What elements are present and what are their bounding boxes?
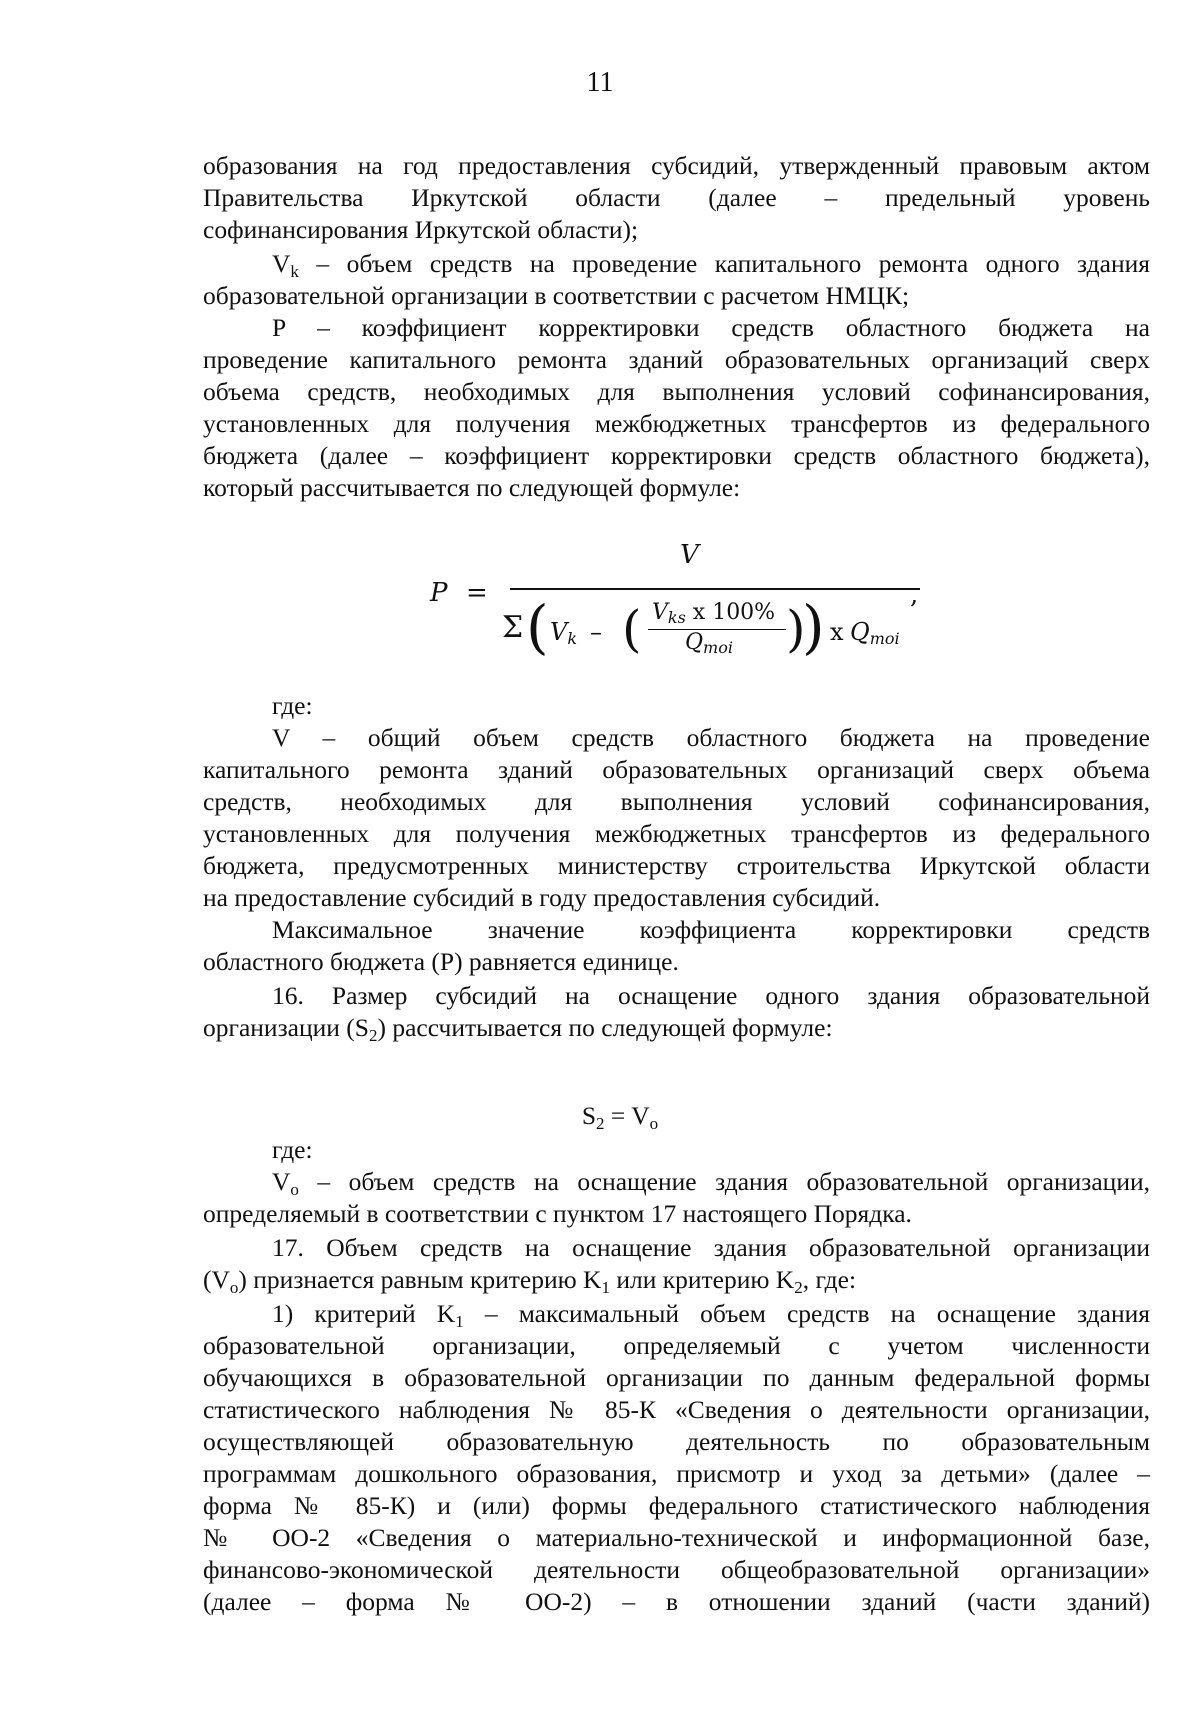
text-line: № ОО-2 «Сведения о материально-технической и информационной базе, — [203, 1523, 1150, 1552]
formula-p-times: x — [830, 618, 844, 646]
text-line: образовательной организации в соответствии с расчетом НМЦК; — [203, 281, 910, 310]
formula-p-minus: – — [590, 618, 602, 646]
vo-criteria-line: $(V_o)$ признается равным критерию $K_1$ или критерию $K_2$, где: — [203, 1265, 857, 1297]
text-line: определяемый в соответствии с пунктом 17 настоящего Порядка. — [203, 1199, 912, 1228]
formula-p-sigma: Σ — [502, 610, 524, 645]
vo-definition-line: $V_o$ – объем средств на оснащение здания образовательной организации, — [272, 1167, 1150, 1199]
vk-definition-line: $V_k$ – объем средств на проведение капитального ремонта одного здания — [272, 249, 1150, 281]
text-line: где: — [272, 1135, 313, 1164]
text-line: (далее – форма № ОО-2) – в отношении зданий (части зданий) — [203, 1587, 1150, 1616]
formula-s2: $S_2 = V_o$ — [581, 1101, 659, 1133]
text-line: средств, необходимых для выполнения условий софинансирования, — [203, 787, 1150, 816]
text-line: обучающихся в образовательной организации по данным федеральной формы — [203, 1363, 1150, 1392]
s2-intro-line: организации $(S_2)$ рассчитывается по следующей формуле: — [203, 1013, 833, 1045]
formula-p-qmoi: Qmoi — [850, 618, 900, 648]
formula-p-inner-denominator: Qmoi — [685, 630, 733, 657]
formula-p-numerator: V — [680, 540, 699, 570]
text-line: форма № 85-К) и (или) формы федерального статистического наблюдения — [203, 1491, 1150, 1520]
text-line: бюджета, предусмотренных министерству строительства Иркутской области — [203, 851, 1150, 880]
text-line: образования на год предоставления субсидий, утвержденный правовым актом — [203, 151, 1150, 180]
formula-p-vk: Vk — [550, 618, 578, 648]
formula-p-equals: = — [466, 578, 488, 608]
right-paren: ) — [786, 600, 806, 658]
text-line: капитального ремонта зданий образовательных организаций сверх объема — [203, 755, 1150, 784]
text-line: программам дошкольного образования, присмотр и уход за детьми» (далее – — [203, 1459, 1150, 1488]
text-line: Максимальное значение коэффициента корректировки средств — [272, 915, 1150, 944]
text-line: областного бюджета (Р) равняется единице. — [203, 947, 679, 976]
text-line: проведение капитального ремонта зданий образовательных организаций сверх — [203, 345, 1150, 374]
text-line: V – общий объем средств областного бюджета на проведение — [272, 723, 1150, 752]
text-line: установленных для получения межбюджетных трансфертов из федерального — [203, 409, 1150, 438]
text-line: где: — [272, 691, 313, 720]
text-line: Правительства Иркутской области (далее – предельный уровень — [203, 183, 1150, 212]
formula-p-fraction-bar — [510, 588, 920, 590]
text-line: 16. Размер субсидий на оснащение одного здания образовательной — [272, 981, 1150, 1010]
text-line: бюджета (далее – коэффициент корректировки средств областного бюджета), — [203, 441, 1150, 470]
text-line: на предоставление субсидий в году предоставления субсидий. — [203, 883, 881, 912]
page-number: 11 — [586, 67, 614, 98]
text-line: установленных для получения межбюджетных трансфертов из федерального — [203, 819, 1150, 848]
text-line: финансово-экономической деятельности общеобразовательной организации» — [203, 1555, 1150, 1584]
text-line: осуществляющей образовательную деятельность по образовательным — [203, 1427, 1150, 1456]
formula-p — [430, 520, 930, 670]
text-line: софинансирования Иркутской области); — [203, 215, 639, 244]
text-line: P – коэффициент корректировки средств областного бюджета на — [272, 313, 1150, 342]
text-line: объема средств, необходимых для выполнения условий софинансирования, — [203, 377, 1150, 406]
formula-p-comma: , — [910, 580, 919, 610]
k1-line: 1) критерий $K_1$ – максимальный объем средств на оснащение здания — [272, 1299, 1150, 1331]
formula-p-inner-numerator: Vks x 100% — [652, 600, 776, 627]
right-big-paren: ) — [802, 593, 825, 661]
formula-p-lhs: P — [430, 578, 448, 608]
text-line: 17. Объем средств на оснащение здания образовательной организации — [272, 1233, 1150, 1262]
left-paren: ( — [622, 600, 642, 658]
left-big-paren: ( — [526, 593, 549, 661]
text-line: образовательной организации, определяемый с учетом численности — [203, 1331, 1150, 1360]
text-line: который рассчитывается по следующей формуле: — [203, 473, 741, 502]
text-line: статистического наблюдения № 85-К «Сведения о деятельности организации, — [203, 1395, 1150, 1424]
